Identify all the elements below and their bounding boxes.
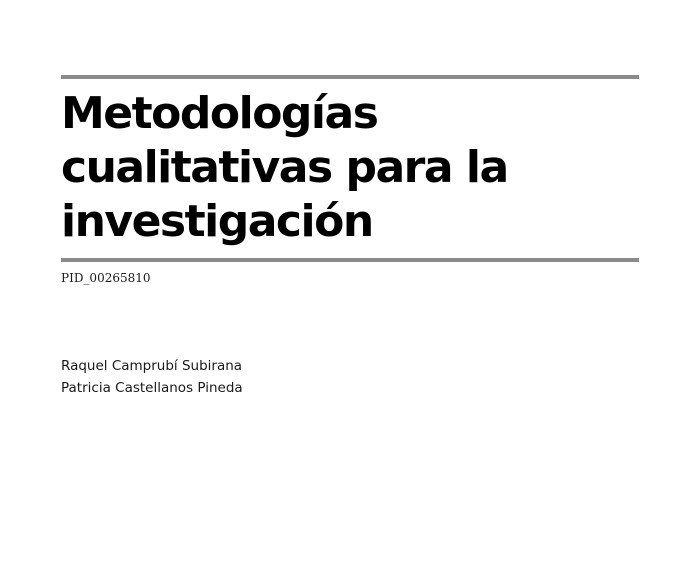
document-id: PID_00265810 <box>61 271 151 285</box>
author-list <box>61 355 243 399</box>
author-name: Patricia Castellanos Pineda <box>61 380 243 396</box>
author-name: Raquel Camprubí Subirana <box>61 358 243 374</box>
title-line: Metodologías <box>61 88 378 139</box>
top-rule <box>61 75 639 79</box>
bottom-rule <box>61 258 639 262</box>
title-line: investigación <box>61 196 373 247</box>
title-line: cualitativas para la <box>61 142 508 193</box>
document-title <box>61 87 639 249</box>
